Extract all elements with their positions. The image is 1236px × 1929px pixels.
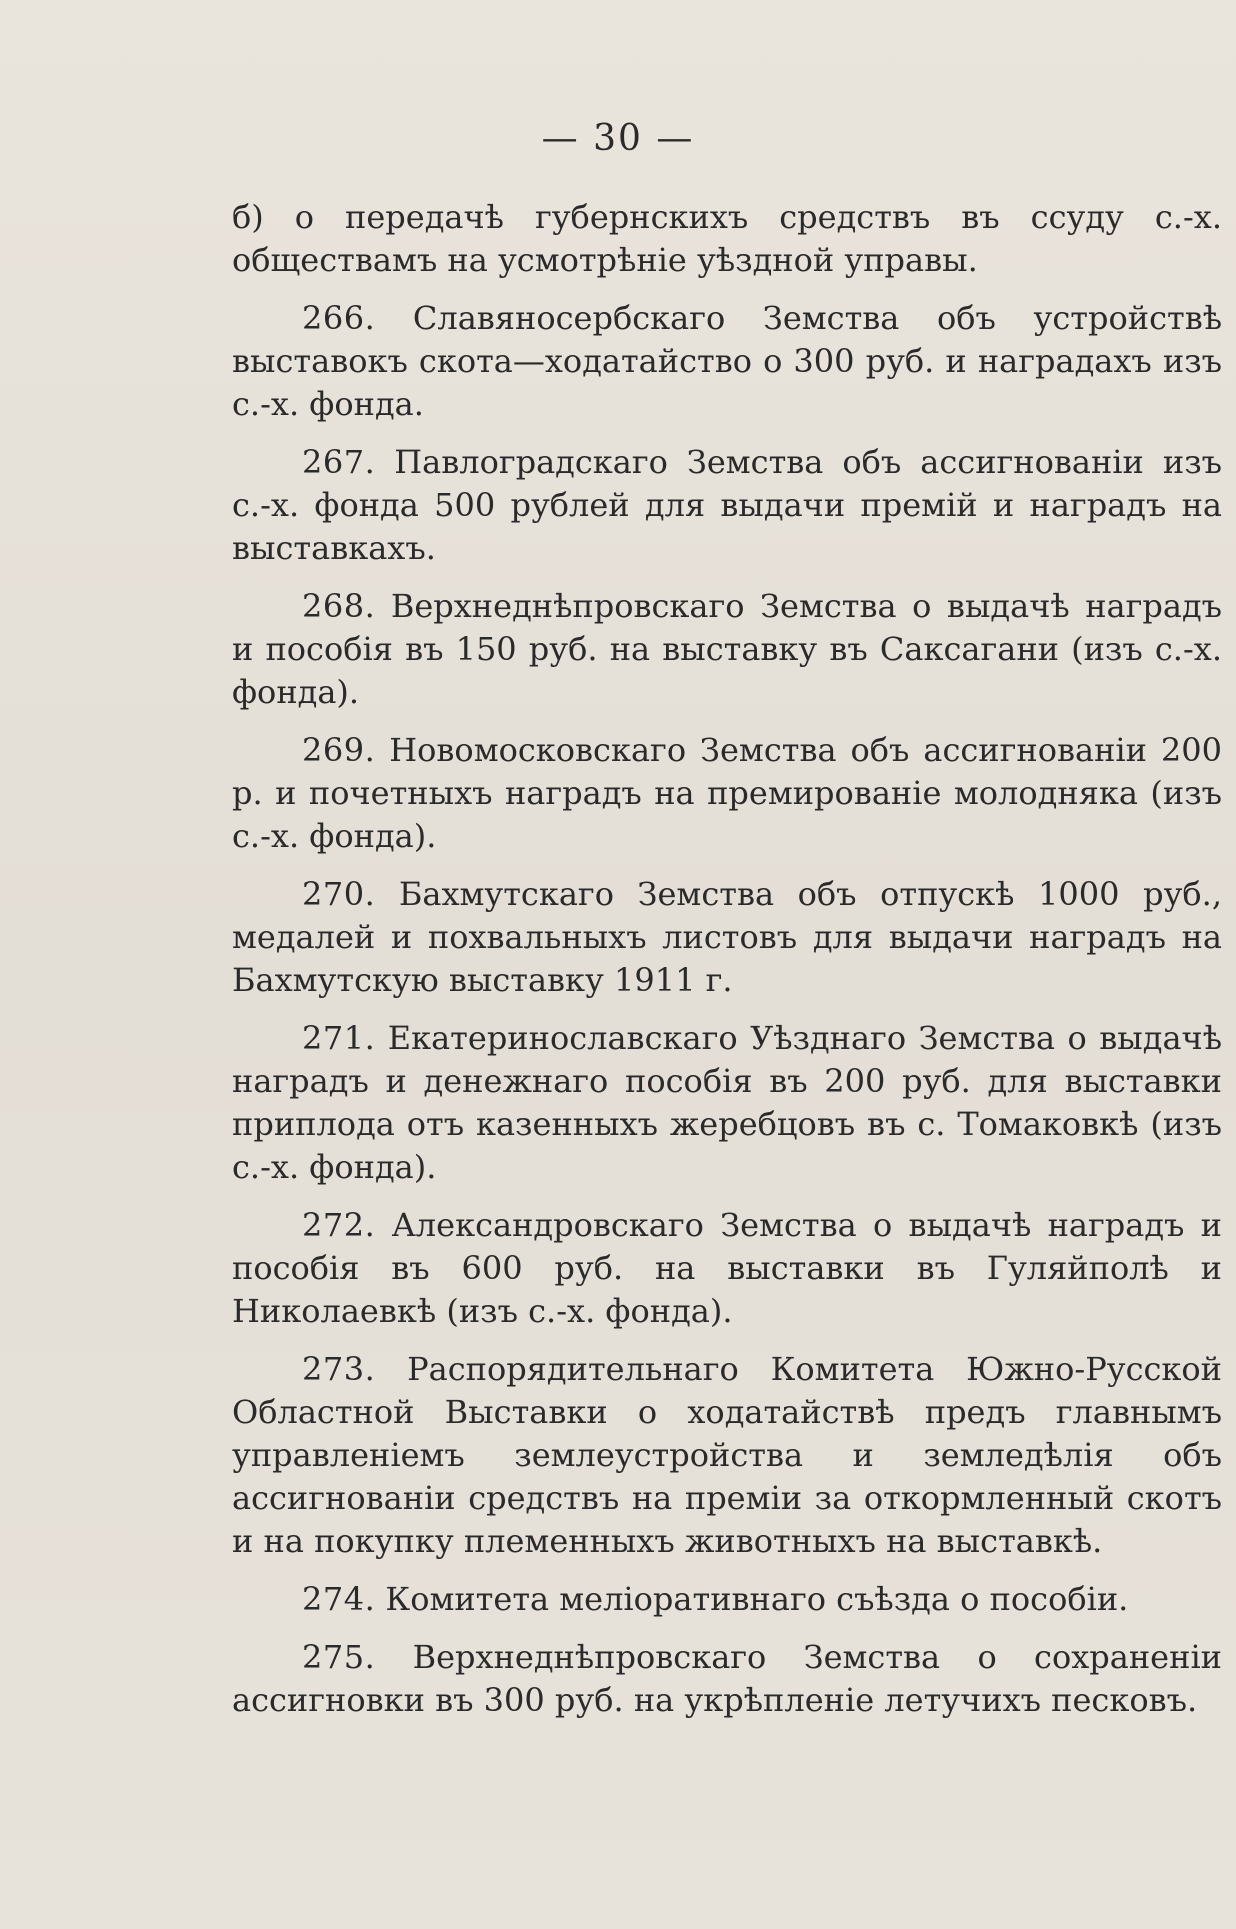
text-body [232, 196, 1222, 1737]
paragraph-text: Новомосковскаго Земства объ ассигнованіи 200 р. и почетныхъ наградъ на премированіе молодняка (изъ с.-х. фонда). [232, 731, 1223, 855]
item-number: 267. [302, 443, 376, 481]
item-number: 273. [302, 1350, 376, 1388]
paragraph-text: б) о передачѣ губернскихъ средствъ въ ссуду с.-х. обществамъ на усмотрѣніе уѣздной управы. [232, 198, 1222, 279]
item-number: 269. [302, 731, 376, 769]
paragraph-item-269 [232, 729, 1222, 858]
paragraph-text: Комитета меліоративнаго съѣзда о пособіи. [385, 1580, 1129, 1618]
paragraph-text: Александровскаго Земства о выдачѣ наградъ и пособія въ 600 руб. на выставки въ Гуляйполѣ и Николаевкѣ (изъ с.-х. фонда). [232, 1206, 1223, 1330]
paragraph-item-270 [232, 873, 1222, 1002]
paragraph-item-275 [232, 1636, 1222, 1722]
item-number: 272. [302, 1206, 376, 1244]
paragraph-text: Верхнеднѣпровскаго Земства о выдачѣ наградъ и пособія въ 150 руб. на выставку въ Саксагани (изъ с.-х. фонда). [232, 587, 1223, 711]
page-number: — 30 — [541, 118, 695, 159]
paragraph-item-b [232, 196, 1222, 282]
paragraph-item-272 [232, 1204, 1222, 1333]
paragraph-text: Славяносербскаго Земства объ устройствѣ выставокъ скота—ходатайство о 300 руб. и наградахъ изъ с.-х. фонда. [232, 299, 1223, 423]
paragraph-item-267 [232, 441, 1222, 570]
paragraph-item-273 [232, 1348, 1222, 1563]
paragraph-text: Екатеринославскаго Уѣзднаго Земства о выдачѣ наградъ и денежнаго пособія въ 200 руб. для выставки приплода отъ казенныхъ жеребцовъ въ с. Томаковкѣ (изъ с.-х. фонда). [232, 1019, 1223, 1186]
item-number: 270. [302, 875, 376, 913]
paragraph-item-274 [232, 1578, 1222, 1621]
paragraph-text: Бахмутскаго Земства объ отпускѣ 1000 руб., медалей и похвальныхъ листовъ для выдачи наградъ на Бахмутскую выставку 1911 г. [232, 875, 1223, 999]
paragraph-text: Павлоградскаго Земства объ ассигнованіи изъ с.-х. фонда 500 рублей для выдачи премій и наградъ на выставкахъ. [232, 443, 1223, 567]
item-number: 271. [302, 1019, 376, 1057]
paragraph-item-266 [232, 297, 1222, 426]
paragraph-item-268 [232, 585, 1222, 714]
paragraph-item-271 [232, 1017, 1222, 1189]
item-number: 275. [302, 1638, 376, 1676]
item-number: 266. [302, 299, 376, 337]
paragraph-text: Распорядительнаго Комитета Южно-Русской Областной Выставки о ходатайствѣ предъ главнымъ управленіемъ землеустройства и земледѣлія объ ассигнованіи средствъ на преміи за откормленный скотъ и на покупку племенныхъ животныхъ на выставкѣ. [232, 1350, 1223, 1560]
paragraph-text: Верхнеднѣпровскаго Земства о сохраненіи ассигновки въ 300 руб. на укрѣпленіе летучихъ песковъ. [232, 1638, 1223, 1719]
item-number: 268. [302, 587, 376, 625]
item-number: 274. [302, 1580, 376, 1618]
